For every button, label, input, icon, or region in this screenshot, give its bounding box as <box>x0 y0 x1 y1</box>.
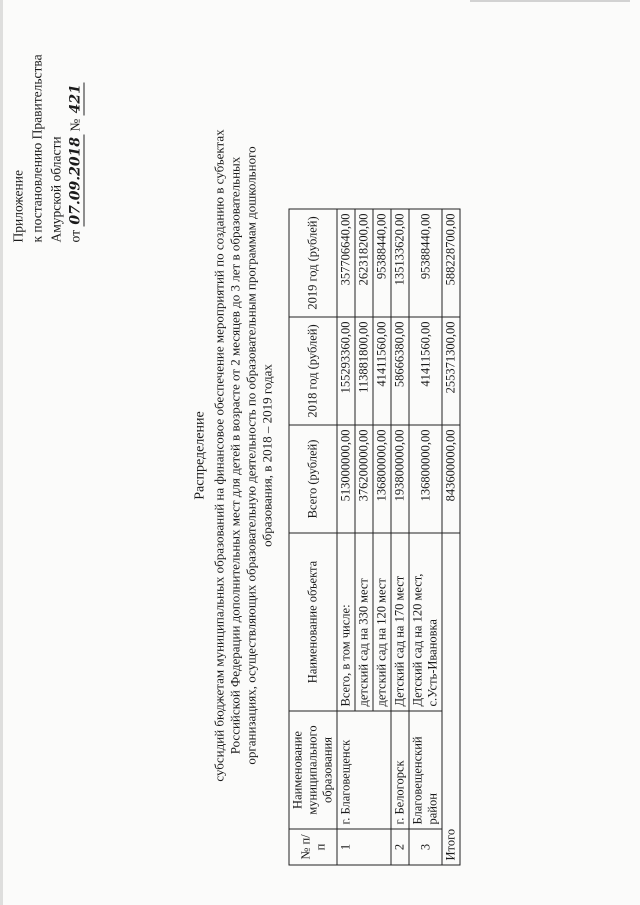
annex-line-1: Приложение <box>10 169 25 242</box>
table-row <box>409 209 442 865</box>
total-label: Итого <box>442 533 460 865</box>
cell-total: 376200000,00 <box>355 425 373 533</box>
scan-edge-mark <box>0 0 3 905</box>
cell-num: 2 <box>391 829 409 865</box>
handwritten-number: 421 <box>67 83 83 113</box>
annex-ot: от <box>67 229 82 242</box>
cell-2018: 41411560,00 <box>409 317 442 425</box>
title-line-4: образования, в 2018 – 2019 годах <box>259 363 274 547</box>
cell-2018: 58666380,00 <box>391 317 409 425</box>
cell-total: 513000000,00 <box>337 425 355 533</box>
title-line-1: субсидий бюджетам муниципальных образований на финансовое обеспечение мероприятий по созданию в субъектах <box>211 128 226 782</box>
header-num: № п/п <box>289 829 337 865</box>
cell-object: Детский сад на 120 мест, с.Усть-Ивановка <box>409 533 442 711</box>
total-2019: 588228700,00 <box>442 209 460 317</box>
table-row <box>391 209 409 865</box>
header-2019: 2019 год (рублей) <box>289 209 337 317</box>
number-sign: № <box>67 118 82 132</box>
table-row <box>337 209 355 865</box>
total-2018: 255371300,00 <box>442 317 460 425</box>
table-header-row <box>289 209 337 865</box>
title-line-2: Российской Федерации дополнительных мест для детей в возрасте от 2 месяцев до 3 лет в образовательных <box>227 156 242 754</box>
cell-total: 136800000,00 <box>409 425 442 533</box>
header-municipality: Наименование муниципального образования <box>289 711 337 829</box>
cell-total: 136800000,00 <box>373 425 391 533</box>
cell-2019: 262318200,00 <box>355 209 373 317</box>
cell-municipality: г. Благовещенск <box>337 711 391 829</box>
cell-total: 193800000,00 <box>391 425 409 533</box>
cell-object: Всего, в том числе: <box>337 533 355 711</box>
cell-2019: 95388440,00 <box>373 209 391 317</box>
header-object: Наименование объекта <box>289 533 337 711</box>
table-total-row <box>442 209 460 865</box>
cell-num: 3 <box>409 829 442 865</box>
subsidy-table <box>288 208 460 865</box>
cell-2018: 113881800,00 <box>355 317 373 425</box>
cell-municipality: г. Белогорск <box>391 711 409 829</box>
header-2018: 2018 год (рублей) <box>289 317 337 425</box>
cell-municipality: Благовещенский район <box>409 711 442 829</box>
cell-2018: 41411560,00 <box>373 317 391 425</box>
annex-block <box>8 2 85 242</box>
scan-edge-mark <box>470 0 630 2</box>
document-title <box>192 75 275 835</box>
cell-object: детский сад на 330 мест <box>355 533 373 711</box>
cell-object: детский сад на 120 мест <box>373 533 391 711</box>
cell-object: Детский сад на 170 мест <box>391 533 409 711</box>
cell-2019: 135133620,00 <box>391 209 409 317</box>
annex-line-2: к постановлению Правительства <box>29 53 44 242</box>
cell-2019: 95388440,00 <box>409 209 442 317</box>
header-total: Всего (рублей) <box>289 425 337 533</box>
total-sum: 843600000,00 <box>442 425 460 533</box>
annex-line-3: Амурской области <box>48 135 63 242</box>
cell-2018: 155293360,00 <box>337 317 355 425</box>
annex-date-line <box>65 2 85 242</box>
handwritten-date: 07.09.2018 <box>67 136 83 225</box>
title-heading: Распределение <box>192 410 207 500</box>
cell-num: 1 <box>337 829 391 865</box>
cell-2019: 357706640,00 <box>337 209 355 317</box>
title-line-3: организациях, осуществляющих образовательную деятельность по образовательным программам дошкольного <box>243 145 258 765</box>
